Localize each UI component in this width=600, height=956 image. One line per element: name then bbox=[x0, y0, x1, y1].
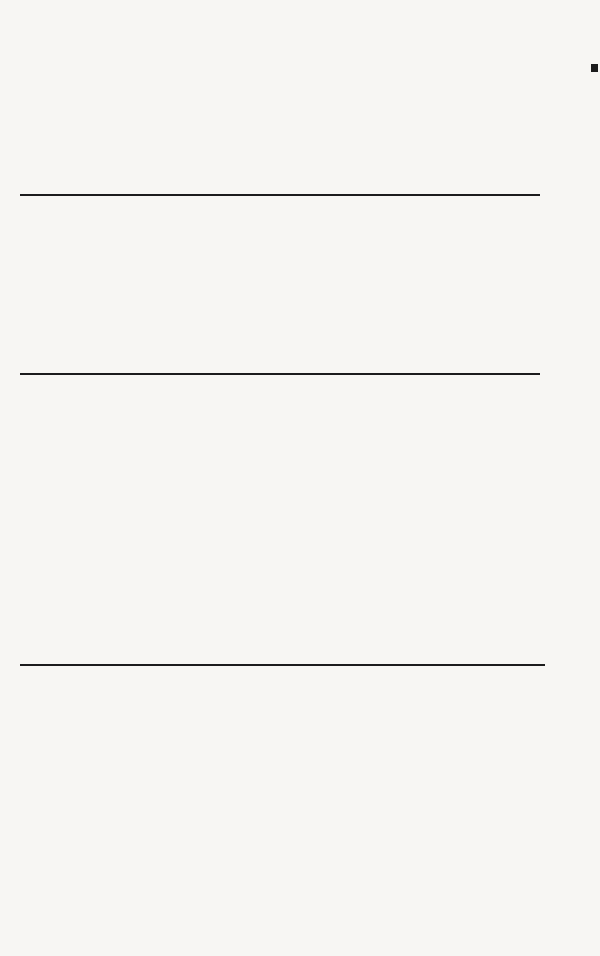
toc-part-4 bbox=[20, 371, 540, 391]
part-heading bbox=[20, 662, 545, 666]
toc-part-5 bbox=[20, 662, 545, 682]
part-heading bbox=[20, 371, 540, 375]
page-edge-mark bbox=[591, 64, 598, 72]
part-heading bbox=[20, 192, 540, 196]
toc-part-3 bbox=[20, 192, 540, 212]
